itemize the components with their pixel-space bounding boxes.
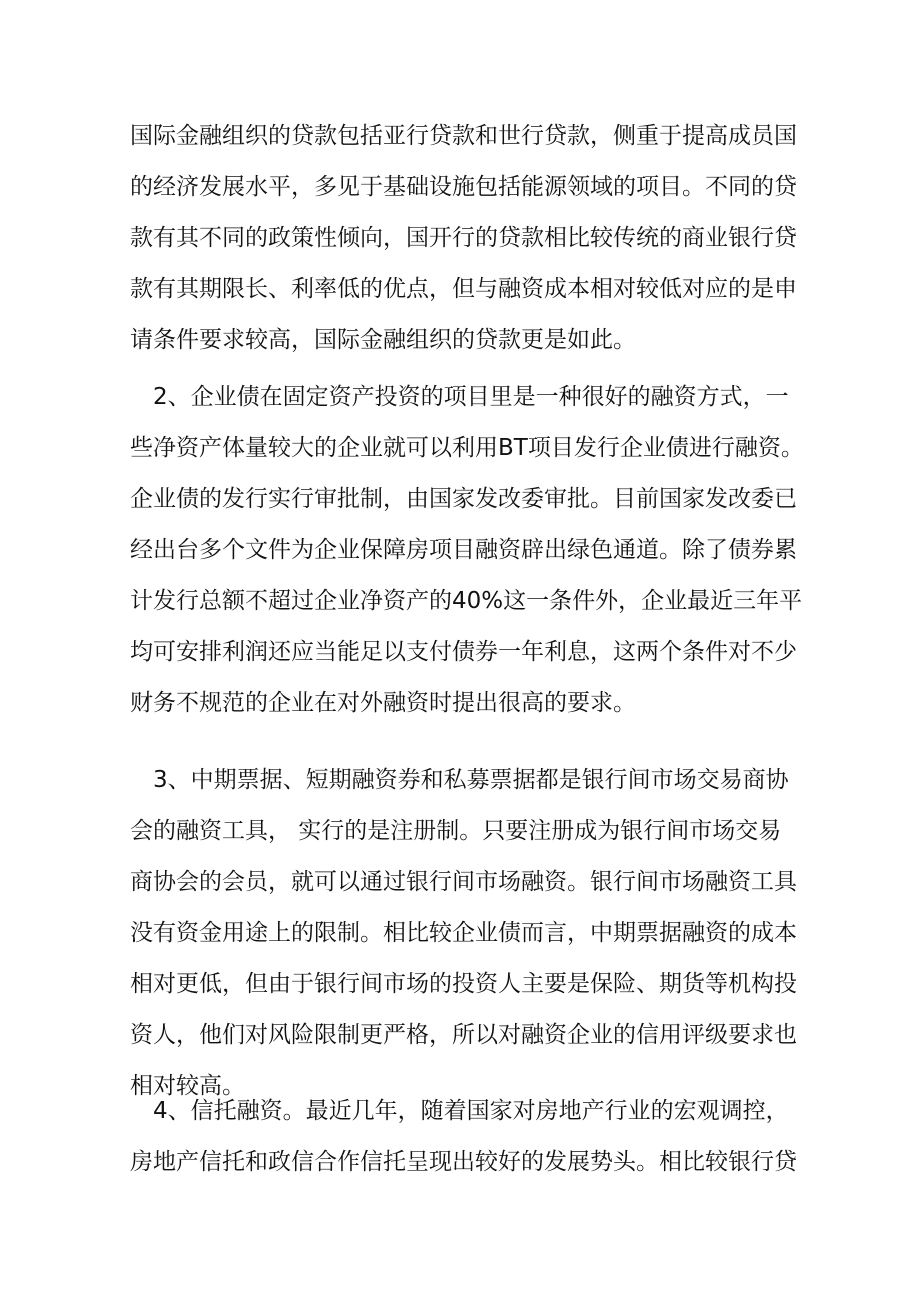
paragraph-medium-term-notes bbox=[130, 755, 810, 1112]
text-line: 企业债的发行实行审批制，由国家发改委审批。目前国家发改委已 bbox=[130, 486, 797, 512]
text-line: 会的融资工具， 实行的是注册制。只要注册成为银行间市场交易 bbox=[130, 818, 782, 844]
text-line: 款有其不同的政策性倾向，国开行的贷款相比较传统的商业银行贷 bbox=[130, 225, 797, 251]
paragraph-trust-financing bbox=[130, 1086, 810, 1188]
text-line: 国际金融组织的贷款包括亚行贷款和世行贷款，侧重于提高成员国 bbox=[130, 123, 797, 149]
text-line: 的经济发展水平，多见于基础设施包括能源领域的项目。不同的贷 bbox=[130, 174, 797, 200]
text-line: 财务不规范的企业在对外融资时提出很高的要求。 bbox=[130, 690, 636, 716]
text-line: 请条件要求较高，国际金融组织的贷款更是如此。 bbox=[130, 327, 636, 353]
text-line: 房地产信托和政信合作信托呈现出较好的发展势头。相比较银行贷 bbox=[130, 1149, 797, 1175]
text-line: 计发行总额不超过企业净资产的40%这一条件外，企业最近三年平 bbox=[130, 588, 803, 614]
text-line: 款有其期限长、利率低的优点，但与融资成本相对较低对应的是申 bbox=[130, 276, 797, 302]
text-line: 相对更低，但由于银行间市场的投资人主要是保险、期货等机构投 bbox=[130, 971, 797, 997]
text-line: 商协会的会员，就可以通过银行间市场融资。银行间市场融资工具 bbox=[130, 869, 797, 895]
text-line: 些净资产体量较大的企业就可以利用BT项目发行企业债进行融资。 bbox=[130, 435, 804, 461]
text-line: 2、企业债在固定资产投资的项目里是一种很好的融资方式，一 bbox=[130, 384, 789, 410]
text-line: 相对较高。 bbox=[130, 1073, 245, 1099]
text-line: 经出台多个文件为企业保障房项目融资辟出绿色通道。除了债券累 bbox=[130, 537, 797, 563]
paragraph-international-loans bbox=[130, 111, 810, 366]
text-line: 没有资金用途上的限制。相比较企业债而言，中期票据融资的成本 bbox=[130, 920, 797, 946]
text-line: 4、信托融资。最近几年，随着国家对房地产行业的宏观调控， bbox=[130, 1098, 789, 1124]
paragraph-enterprise-bonds bbox=[130, 372, 810, 729]
text-line: 资人，他们对风险限制更严格，所以对融资企业的信用评级要求也 bbox=[130, 1022, 797, 1048]
text-line: 3、中期票据、短期融资券和私募票据都是银行间市场交易商协 bbox=[130, 767, 789, 793]
text-line: 均可安排利润还应当能足以支付债券一年利息，这两个条件对不少 bbox=[130, 639, 797, 665]
